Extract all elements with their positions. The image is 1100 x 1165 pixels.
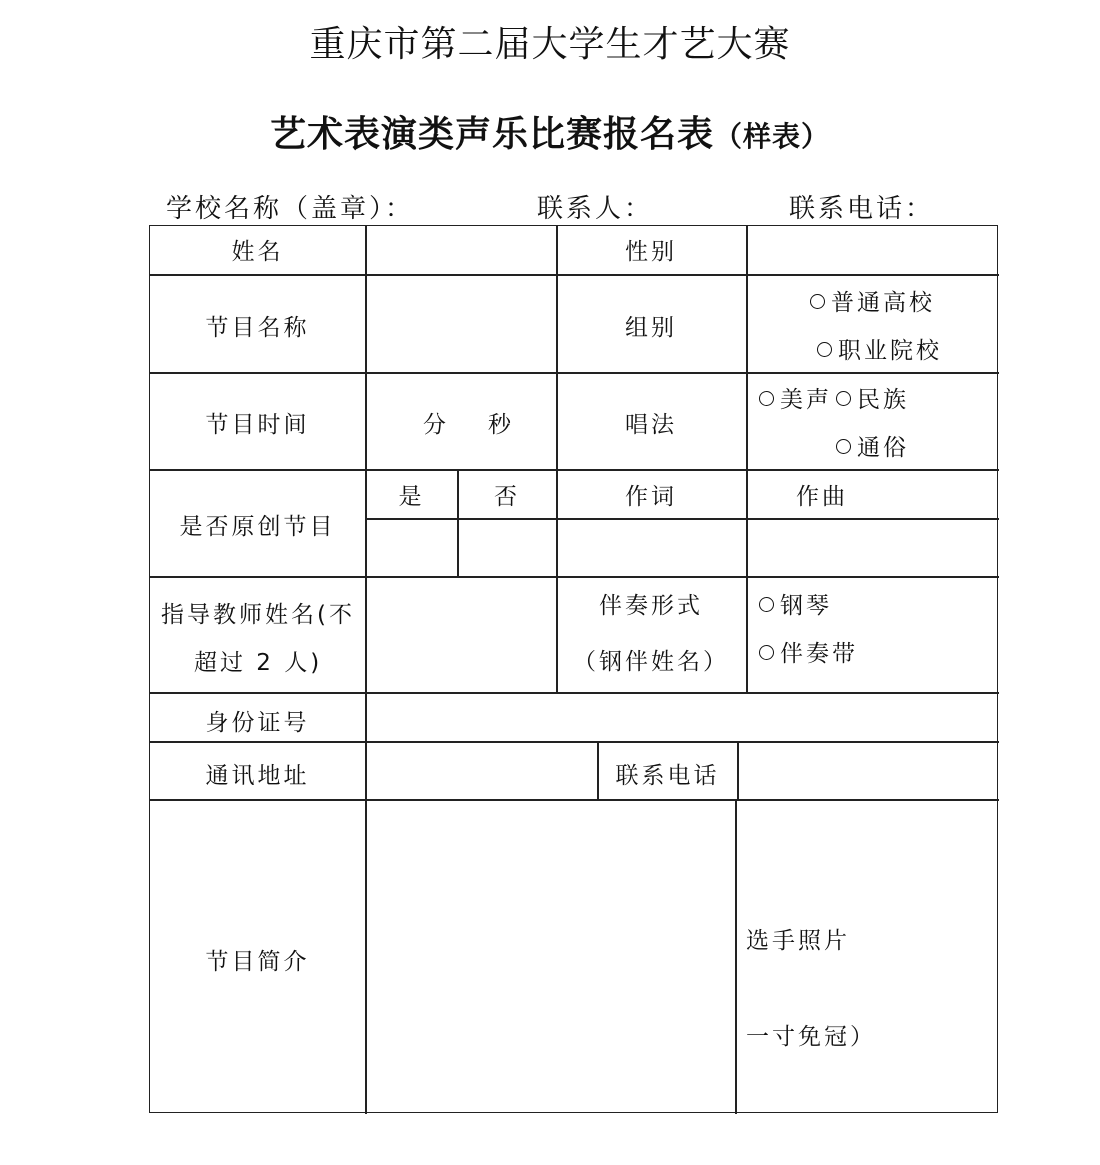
- original-no-field[interactable]: [459, 520, 555, 574]
- composer-label: 作曲: [796, 484, 848, 510]
- group-option-vocational-label: 职业院校: [838, 338, 942, 364]
- row-divider: [150, 576, 999, 578]
- time-minutes-label: 分: [423, 412, 449, 438]
- form-title-text: 艺术表演类声乐比赛报名表: [269, 114, 714, 155]
- original-program-label: 是否原创节目: [179, 514, 336, 540]
- photo-label-line1: 选手照片: [746, 928, 850, 954]
- original-no-label: 否: [494, 484, 520, 510]
- name-label: 姓名: [231, 239, 284, 265]
- id-number-field[interactable]: [367, 694, 997, 739]
- document-title: 重庆市第二届大学生才艺大赛: [309, 24, 791, 65]
- column-divider: [735, 799, 737, 1114]
- singing-option-bel-canto[interactable]: [759, 389, 832, 412]
- contact-person-label: 联系人：: [537, 194, 654, 224]
- table-phone-label: 联系电话: [615, 763, 720, 789]
- radio-circle-icon: [759, 645, 774, 660]
- accompaniment-label-line2: （钢伴姓名）: [573, 649, 729, 675]
- singing-option-pop[interactable]: [836, 437, 909, 460]
- teacher-name-field[interactable]: [367, 578, 555, 690]
- composer-field[interactable]: [748, 520, 997, 574]
- radio-circle-icon: [817, 342, 832, 357]
- singing-option-ethnic[interactable]: [836, 389, 909, 412]
- gender-field[interactable]: [748, 228, 997, 272]
- singing-option-pop-label: 通俗: [857, 435, 909, 461]
- original-yes-field[interactable]: [367, 520, 456, 574]
- accompaniment-option-tape-label: 伴奏带: [780, 641, 858, 667]
- singing-style-label: 唱法: [625, 412, 677, 438]
- teacher-name-label-line2: 超过 2 人): [194, 650, 323, 676]
- program-name-label: 节目名称: [205, 315, 310, 341]
- lyricist-field[interactable]: [558, 520, 745, 574]
- form-title: [0, 106, 1100, 157]
- id-number-label: 身份证号: [205, 710, 310, 736]
- radio-circle-icon: [759, 597, 774, 612]
- group-option-regular[interactable]: [810, 292, 935, 315]
- school-name-label: 学校名称（盖章）：: [166, 194, 415, 224]
- group-option-vocational[interactable]: [817, 340, 942, 363]
- accompaniment-label-line1: 伴奏形式: [599, 593, 703, 619]
- teacher-name-label-line1: 指导教师姓名(不: [161, 602, 355, 628]
- table-phone-field[interactable]: [739, 743, 997, 797]
- column-divider: [746, 226, 748, 692]
- program-intro-label: 节目简介: [205, 949, 310, 975]
- group-option-regular-label: 普通高校: [831, 290, 935, 316]
- radio-circle-icon: [836, 439, 851, 454]
- radio-circle-icon: [759, 391, 774, 406]
- program-name-field[interactable]: [367, 276, 555, 370]
- radio-circle-icon: [810, 294, 825, 309]
- column-divider: [556, 226, 558, 692]
- registration-form-table: [149, 225, 998, 1113]
- lyricist-label: 作词: [625, 484, 677, 510]
- row-divider: [150, 372, 999, 374]
- radio-circle-icon: [836, 391, 851, 406]
- address-field[interactable]: [367, 743, 596, 797]
- group-label: 组别: [625, 315, 677, 341]
- singing-option-bel-canto-label: 美声: [780, 387, 832, 413]
- gender-label: 性别: [625, 239, 677, 265]
- original-yes-label: 是: [398, 484, 425, 510]
- accompaniment-option-piano-label: 钢琴: [780, 593, 832, 619]
- name-field[interactable]: [367, 228, 555, 272]
- photo-label-line2: 一寸免冠）: [746, 1024, 876, 1050]
- address-label: 通讯地址: [205, 763, 310, 789]
- program-time-label: 节目时间: [205, 412, 310, 438]
- accompaniment-option-piano[interactable]: [759, 595, 832, 618]
- time-seconds-label: 秒: [488, 412, 514, 438]
- singing-option-ethnic-label: 民族: [857, 387, 909, 413]
- contact-phone-label: 联系电话：: [789, 194, 935, 224]
- form-title-suffix: （样表）: [714, 120, 831, 153]
- row-divider: [150, 274, 999, 276]
- accompaniment-option-tape[interactable]: [759, 643, 858, 666]
- program-intro-field[interactable]: [367, 801, 734, 1112]
- row-divider: [150, 469, 999, 471]
